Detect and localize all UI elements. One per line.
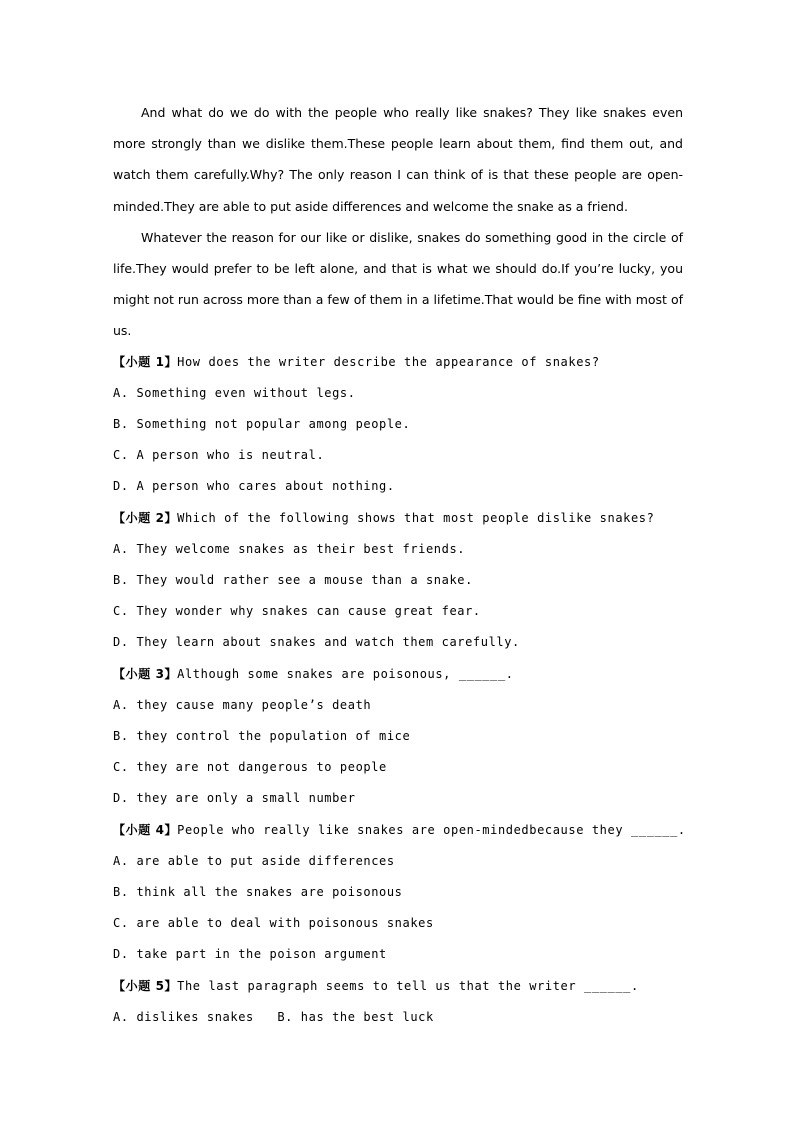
question-label: 【小题 5】 (113, 978, 178, 993)
question-text: The last paragraph seems to tell us that the writer ______. (177, 978, 639, 993)
question-label: 【小题 2】 (113, 510, 178, 525)
question-2-option-b: B. They would rather see a mouse than a snake. (113, 573, 473, 588)
question-4-option-d: D. take part in the poison argument (113, 947, 387, 962)
question-1-option-c: C. A person who is neutral. (113, 448, 325, 463)
question-3 (113, 659, 683, 815)
question-3-stem (113, 659, 683, 690)
question-2 (113, 503, 683, 659)
question-3-option-c: C. they are not dangerous to people (113, 760, 387, 775)
question-4-option-a: A. are able to put aside differences (113, 853, 395, 868)
passage-paragraph-2: Whatever the reason for our like or dislike, snakes do something good in the circle of life.They would prefer to be left alone, and that is what we should do.If you’re lucky, you might not run across more than a few of them in a lifetime.That would be fine with most of us. (113, 229, 683, 339)
question-2-option-a: A. They welcome snakes as their best friends. (113, 541, 466, 556)
reading-passage (113, 97, 683, 347)
question-1-option-b: B. Something not popular among people. (113, 417, 411, 432)
question-2-option-d: D. They learn about snakes and watch them carefully. (113, 635, 520, 650)
question-3-option-d: D. they are only a small number (113, 791, 356, 806)
question-2-stem (113, 503, 683, 534)
question-1-option-d: D. A person who cares about nothing. (113, 479, 395, 494)
question-1 (113, 347, 683, 503)
question-3-option-a: A. they cause many people’s death (113, 697, 372, 712)
question-1-option-a: A. Something even without legs. (113, 385, 356, 400)
question-4-stem (113, 815, 686, 846)
question-label: 【小题 3】 (113, 666, 178, 681)
question-5 (113, 971, 683, 1033)
passage-paragraph-1: And what do we do with the people who really like snakes? They like snakes even more strongly than we dislike them.These people learn about them, find them out, and watch them carefully.Why? The only reason I can think of is that these people are open-minded.They are able to put aside differences and welcome the snake as a friend. (113, 105, 683, 214)
question-4 (113, 815, 686, 971)
question-5-stem (113, 971, 683, 1002)
question-text: People who really like snakes are open-mindedbecause they ______. (177, 822, 686, 837)
question-2-option-c: C. They wonder why snakes can cause great fear. (113, 604, 481, 619)
question-4-option-b: B. think all the snakes are poisonous (113, 885, 403, 900)
question-1-stem (113, 347, 683, 378)
question-text: Although some snakes are poisonous, ______. (177, 666, 514, 681)
question-label: 【小题 1】 (113, 354, 178, 369)
question-text: Which of the following shows that most people dislike snakes? (177, 510, 655, 525)
document-page (113, 97, 686, 1033)
question-4-option-c: C. are able to deal with poisonous snakes (113, 916, 434, 931)
question-5-options-ab: A. dislikes snakes B. has the best luck (113, 1009, 434, 1024)
question-3-option-b: B. they control the population of mice (113, 729, 411, 744)
question-text: How does the writer describe the appearance of snakes? (177, 354, 600, 369)
question-label: 【小题 4】 (113, 822, 178, 837)
